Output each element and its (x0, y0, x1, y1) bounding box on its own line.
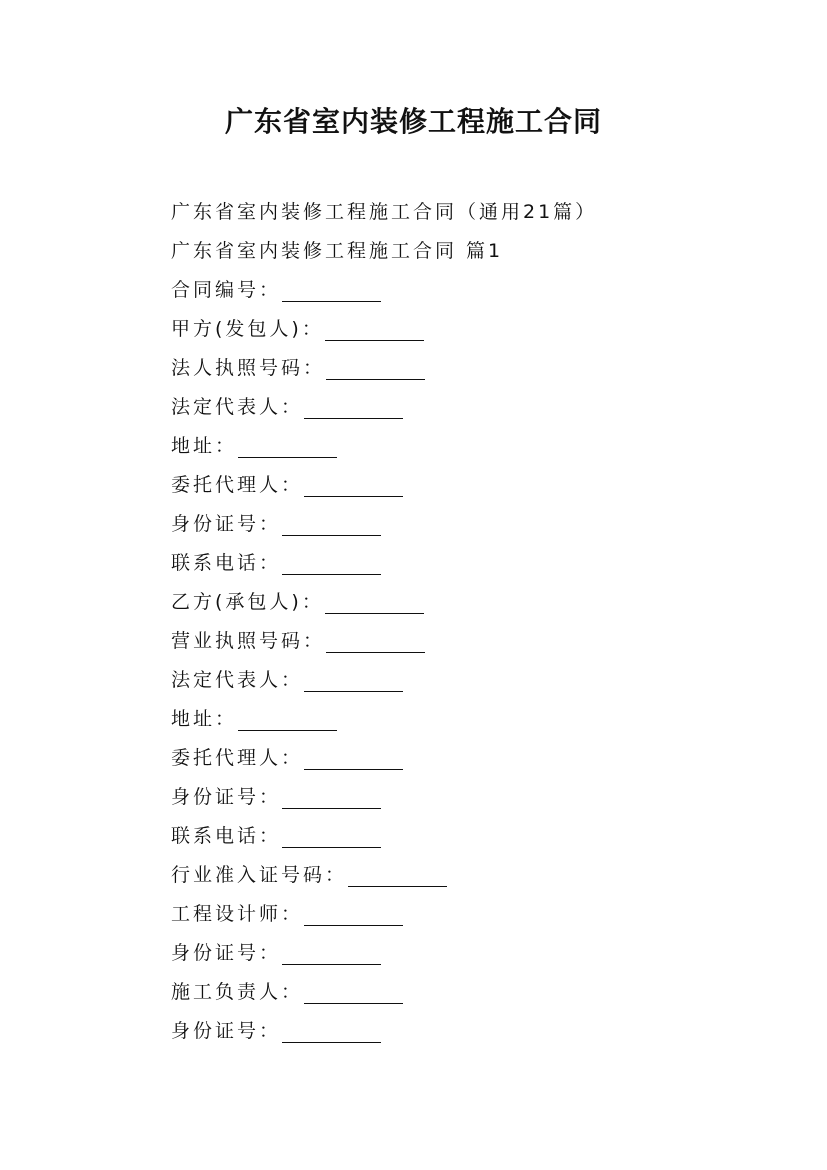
form-field-legal-rep-a (171, 388, 771, 427)
blank-line (282, 515, 381, 536)
blank-line (282, 827, 381, 848)
blank-line (304, 398, 403, 419)
document-title: 广东省室内装修工程施工合同 (224, 105, 602, 138)
form-field-designer-id (171, 934, 771, 973)
form-field-phone-a (171, 544, 771, 583)
form-field-phone-b (171, 817, 771, 856)
field-label: 身份证号： (171, 942, 282, 964)
blank-line (325, 320, 424, 341)
field-label: 委托代理人： (171, 474, 304, 496)
field-label: 联系电话： (171, 825, 282, 847)
form-field-site-manager (171, 973, 771, 1012)
field-label: 乙方(承包人)： (171, 591, 324, 613)
blank-line (326, 632, 425, 653)
blank-line (304, 905, 403, 926)
blank-line (238, 437, 337, 458)
field-label: 地址： (171, 435, 238, 457)
blank-line (282, 1022, 381, 1043)
form-field-address-b (171, 700, 771, 739)
field-label: 施工负责人： (171, 981, 304, 1003)
form-field-party-a (171, 310, 771, 349)
field-label: 工程设计师： (171, 903, 304, 925)
form-field-party-b (171, 583, 771, 622)
field-label: 行业准入证号码： (171, 864, 348, 886)
form-field-id-a (171, 505, 771, 544)
form-field-business-license (171, 622, 771, 661)
field-label: 法定代表人： (171, 669, 304, 691)
field-label: 甲方(发包人)： (171, 318, 324, 340)
field-label: 身份证号： (171, 1020, 282, 1042)
field-label: 委托代理人： (171, 747, 304, 769)
blank-line (238, 710, 337, 731)
blank-line (282, 554, 381, 575)
intro-line: 广东省室内装修工程施工合同 篇1 (171, 240, 504, 262)
form-field-site-manager-id (171, 1012, 771, 1051)
form-field-designer (171, 895, 771, 934)
form-field-address-a (171, 427, 771, 466)
form-field-license-number (171, 349, 771, 388)
field-label: 地址： (171, 708, 238, 730)
blank-line (326, 359, 425, 380)
document-body (171, 193, 771, 1051)
field-label: 法人执照号码： (171, 357, 326, 379)
blank-line (282, 788, 381, 809)
intro-line: 广东省室内装修工程施工合同（通用21篇） (171, 201, 598, 223)
form-field-agent-b (171, 739, 771, 778)
blank-line (282, 281, 381, 302)
blank-line (304, 749, 403, 770)
form-field-legal-rep-b (171, 661, 771, 700)
form-field-contract-number (171, 271, 771, 310)
blank-line (282, 944, 381, 965)
field-label: 身份证号： (171, 786, 282, 808)
field-label: 营业执照号码： (171, 630, 326, 652)
blank-line (304, 671, 403, 692)
blank-line (348, 866, 447, 887)
field-label: 合同编号： (171, 279, 282, 301)
blank-line (304, 476, 403, 497)
field-label: 身份证号： (171, 513, 282, 535)
form-field-agent-a (171, 466, 771, 505)
form-field-industry-permit (171, 856, 771, 895)
blank-line (325, 593, 424, 614)
field-label: 联系电话： (171, 552, 282, 574)
blank-line (304, 983, 403, 1004)
form-field-id-b (171, 778, 771, 817)
field-label: 法定代表人： (171, 396, 304, 418)
